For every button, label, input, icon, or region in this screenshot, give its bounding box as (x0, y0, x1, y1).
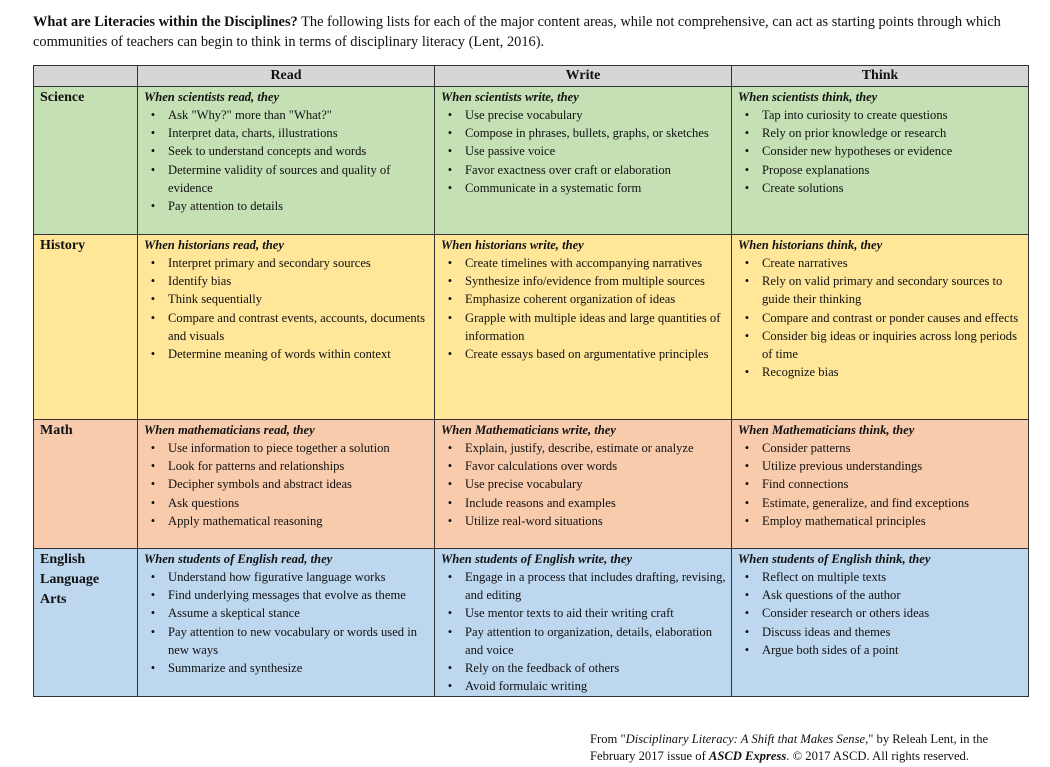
footer-article-title: Disciplinary Literacy: A Shift that Makes Sense (625, 732, 866, 746)
header-read: Read (138, 66, 435, 87)
row-science (34, 87, 1029, 235)
list-item: • Favor exactness over craft or elaboration (465, 161, 727, 179)
list-item: • Use passive voice (465, 142, 727, 160)
history-think-cell (732, 235, 1029, 420)
list-item: • Ask questions (168, 494, 430, 512)
english-think-cell (732, 549, 1029, 697)
list-item: • Engage in a process that includes drafting, revising, and editing (465, 568, 727, 604)
list-item: • Communicate in a systematic form (465, 179, 727, 197)
english-think-list (738, 568, 1024, 659)
math-write-cell (435, 420, 732, 549)
header-row (34, 66, 1029, 87)
footer-suffix: . © 2017 ASCD. All rights reserved. (786, 749, 969, 763)
math-think-cell (732, 420, 1029, 549)
list-item: • Determine validity of sources and quality of evidence (168, 161, 430, 197)
list-item: • Think sequentially (168, 290, 430, 308)
list-item: • Include reasons and examples (465, 494, 727, 512)
list-item: • Use information to piece together a solution (168, 439, 430, 457)
list-item: • Summarize and synthesize (168, 659, 430, 677)
history-write-lead: When historians write, they (441, 238, 584, 252)
list-item: • Rely on prior knowledge or research (762, 124, 1024, 142)
intro-paragraph (33, 12, 1016, 52)
list-item: • Use precise vocabulary (465, 106, 727, 124)
list-item: • Tap into curiosity to create questions (762, 106, 1024, 124)
list-item: • Propose explanations (762, 161, 1024, 179)
literacy-table (33, 65, 1029, 697)
list-item: • Consider big ideas or inquiries across long periods of time (762, 327, 1024, 363)
list-item: • Use precise vocabulary (465, 475, 727, 493)
english-write-cell (435, 549, 732, 697)
footer-publication: ASCD Express (708, 749, 787, 763)
subject-line: Arts (40, 592, 67, 607)
footer-middle: ," by Releah Lent, in the February 2017 issue of (590, 732, 989, 763)
list-item: • Create essays based on argumentative principles (465, 345, 727, 363)
list-item: • Recognize bias (762, 363, 1024, 381)
list-item: • Interpret data, charts, illustrations (168, 124, 430, 142)
intro-text: The following lists for each of the major content areas, while not comprehensive, can act as starting points through which communities of teachers can begin to think in terms of disciplinary literacy (Lent, 2016). (33, 14, 1001, 50)
math-write-list (441, 439, 727, 530)
history-read-cell (138, 235, 435, 420)
list-item: • Identify bias (168, 272, 430, 290)
list-item: • Utilize real-word situations (465, 512, 727, 530)
list-item: • Create timelines with accompanying narratives (465, 254, 727, 272)
list-item: • Utilize previous understandings (762, 457, 1024, 475)
list-item: • Pay attention to details (168, 197, 430, 215)
list-item: • Seek to understand concepts and words (168, 142, 430, 160)
history-read-list (144, 254, 430, 363)
list-item: • Compare and contrast events, accounts, documents and visuals (168, 309, 430, 345)
math-think-lead: When Mathematicians think, they (738, 423, 915, 437)
list-item: • Emphasize coherent organization of ideas (465, 290, 727, 308)
science-write-list (441, 106, 727, 197)
list-item: • Discuss ideas and themes (762, 623, 1024, 641)
list-item: • Grapple with multiple ideas and large quantities of information (465, 309, 727, 345)
list-item: • Create solutions (762, 179, 1024, 197)
list-item: • Determine meaning of words within context (168, 345, 430, 363)
intro-title: What are Literacies within the Disciplines? (33, 14, 298, 30)
list-item: • Estimate, generalize, and find exceptions (762, 494, 1024, 512)
history-read-lead: When historians read, they (144, 238, 284, 252)
list-item: • Find underlying messages that evolve as theme (168, 586, 430, 604)
list-item: • Understand how figurative language works (168, 568, 430, 586)
english-write-list (441, 568, 727, 695)
list-item: • Use mentor texts to aid their writing craft (465, 604, 727, 622)
list-item: • Pay attention to organization, details, elaboration and voice (465, 623, 727, 659)
subject-math: Math (34, 420, 138, 549)
science-read-lead: When scientists read, they (144, 90, 280, 104)
math-read-lead: When mathematicians read, they (144, 423, 315, 437)
english-write-lead: When students of English write, they (441, 552, 633, 566)
list-item: • Interpret primary and secondary sources (168, 254, 430, 272)
list-item: • Explain, justify, describe, estimate or analyze (465, 439, 727, 457)
subject-history: History (34, 235, 138, 420)
list-item: • Assume a skeptical stance (168, 604, 430, 622)
list-item: • Consider new hypotheses or evidence (762, 142, 1024, 160)
list-item: • Consider patterns (762, 439, 1024, 457)
list-item: • Argue both sides of a point (762, 641, 1024, 659)
science-write-cell (435, 87, 732, 235)
list-item: • Compose in phrases, bullets, graphs, or sketches (465, 124, 727, 142)
list-item: • Find connections (762, 475, 1024, 493)
math-write-lead: When Mathematicians write, they (441, 423, 616, 437)
subject-line: Language (40, 572, 100, 587)
history-think-list (738, 254, 1024, 381)
english-read-cell (138, 549, 435, 697)
science-think-cell (732, 87, 1029, 235)
list-item: • Rely on the feedback of others (465, 659, 727, 677)
history-write-cell (435, 235, 732, 420)
history-think-lead: When historians think, they (738, 238, 883, 252)
science-read-cell (138, 87, 435, 235)
row-english-language-arts (34, 549, 1029, 697)
list-item: • Consider research or others ideas (762, 604, 1024, 622)
science-write-lead: When scientists write, they (441, 90, 579, 104)
english-think-lead: When students of English think, they (738, 552, 931, 566)
row-history (34, 235, 1029, 420)
list-item: • Compare and contrast or ponder causes and effects (762, 309, 1024, 327)
science-think-list (738, 106, 1024, 197)
science-read-list (144, 106, 430, 215)
subject-science: Science (34, 87, 138, 235)
subject-english-language-arts (34, 549, 138, 697)
subject-line: English (40, 552, 86, 567)
list-item: • Ask questions of the author (762, 586, 1024, 604)
list-item: • Create narratives (762, 254, 1024, 272)
header-blank (34, 66, 138, 87)
list-item: • Avoid formulaic writing (465, 677, 727, 695)
math-read-list (144, 439, 430, 530)
list-item: • Apply mathematical reasoning (168, 512, 430, 530)
list-item: • Employ mathematical principles (762, 512, 1024, 530)
english-read-list (144, 568, 430, 677)
list-item: • Rely on valid primary and secondary sources to guide their thinking (762, 272, 1024, 308)
list-item: • Pay attention to new vocabulary or words used in new ways (168, 623, 430, 659)
history-write-list (441, 254, 727, 363)
list-item: • Look for patterns and relationships (168, 457, 430, 475)
header-write: Write (435, 66, 732, 87)
list-item: • Favor calculations over words (465, 457, 727, 475)
science-think-lead: When scientists think, they (738, 90, 878, 104)
citation-footer (590, 731, 1030, 765)
header-think: Think (732, 66, 1029, 87)
math-think-list (738, 439, 1024, 530)
footer-prefix: From " (590, 732, 626, 746)
list-item: • Ask "Why?" more than "What?" (168, 106, 430, 124)
list-item: • Reflect on multiple texts (762, 568, 1024, 586)
english-read-lead: When students of English read, they (144, 552, 333, 566)
list-item: • Synthesize info/evidence from multiple sources (465, 272, 727, 290)
math-read-cell (138, 420, 435, 549)
row-math (34, 420, 1029, 549)
list-item: • Decipher symbols and abstract ideas (168, 475, 430, 493)
